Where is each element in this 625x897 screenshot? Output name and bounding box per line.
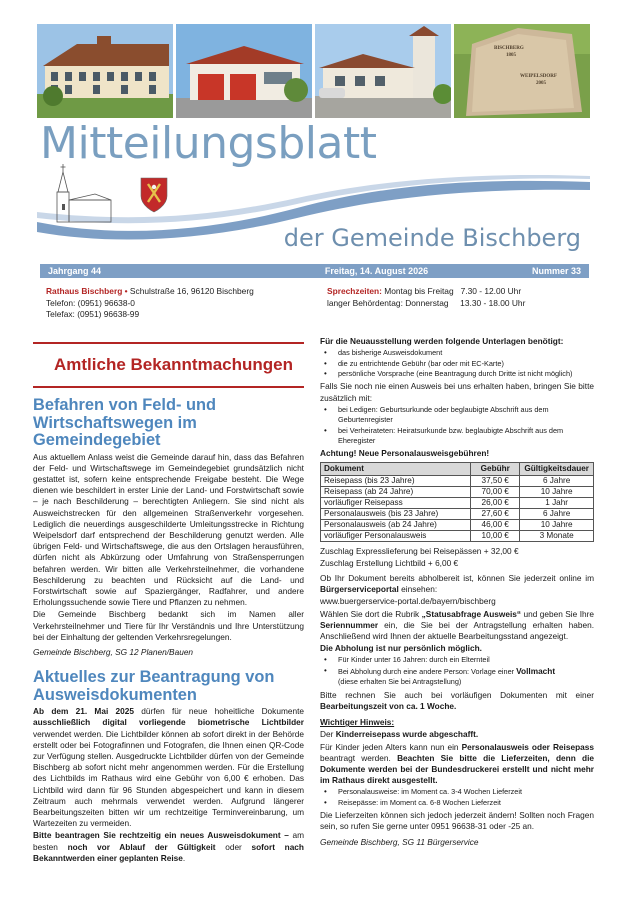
extra-docs-list: [320, 405, 594, 447]
table-row: Personalausweis (ab 24 Jahre) 46,00 € 10 Jahre: [321, 519, 594, 530]
article2-paragraph2: Bitte beantragen Sie rechtzeitig ein neues Ausweisdokument – am besten noch vor Ablauf der Gültigkeit oder sofort nach Bekanntwerden einer geplanten Reise.: [33, 830, 304, 863]
volume-label: Jahrgang 44: [48, 266, 102, 276]
article1-body: Aus aktuellem Anlass weist die Gemeinde darauf hin, dass das Befahren der Feld- und Wirtschaftswege im Gemeindegebiet grundsätzlich nicht gestattet ist, sofern keine entsprechende Freigabe besteht. Die Wege dienen wie beschildert in erster Linie der Land- und Forstwirtschaft sowie – je nach Beschilderung – berechtigten Anliegern. Sie sind nicht als Ausweichstrecken für den allgemeinen Straßenverkehr vorgesehen. Lediglich die neuerdings ausgeschilderte Umleitungsstrecke in Richtung Weipelsdorf darf entsprechend der Beschilderung genutzt werden. Alle übrigen Feld- und Wirtschaftswege, die aus den Ortslagen herausführen, dürfen nicht als Abkürzung oder Umfahrung von Straßensperrungen befahren werden. Wir bitten alle Verkehrsteilnehmer, die vorhandene Beschilderung zu beachten und Rücksicht auf die Land- und Forstwirtschaft sowie auf Spaziergänger, Radfahrer, und andere Erholungssuchende sowie Tiere und Pflanzen zu nehmen.: [33, 451, 304, 608]
phone-number: Telefon: (0951) 96638-0: [46, 297, 135, 308]
fax-number: Telefax: (0951) 96638-99: [46, 309, 140, 320]
masthead-subtitle: der Gemeinde Bischberg: [283, 224, 581, 252]
article1-title: Befahren von Feld- und Wirtschaftswegen im Gemeindegebiet: [33, 396, 217, 449]
building-photo: [315, 24, 451, 118]
list-item: • Bei Abholung durch eine andere Person: Vorlage einer Vollmacht (diese erhalten Sie bei Antragstellung): [320, 666, 594, 688]
stone-text-3: WEIPELSDORF: [520, 74, 557, 79]
fees-table: [320, 462, 594, 542]
table-row: vorläufiger Personalausweis 10,00 € 3 Monate: [321, 530, 594, 541]
article2-paragraph1: Ab dem 21. Mai 2025 dürfen für neue hoheitliche Dokumente ausschließlich digital vorliegende biometrische Lichtbilder verwendet werden. Die Lichtbilder können ab sofort direkt in der Behörde erstellt oder bei Fotografinnen und Fotografen, die Ihnen einen QR-Code zur Verfügung stellen. Ausgedruckte Lichtbilder dürfen von der Gemeinde Bischberg ab sofort nicht mehr angenommen werden. Für die Erstellung des Lichtbilds im Rathaus wird eine Gebühr von 6,00 € erhoben. Das Lichtbild wird dann für 96 Stunden abgespeichert und kann in diesem Zeitraum auch mehrmals verwendet werden. Aufgrund längerer Bearbeitungszeiten bitten wir um rechtzeitige Terminvereinbarung, um Wartezeiten zu vermeiden.: [33, 706, 304, 829]
stone-text-2: 1805: [506, 53, 516, 58]
hours-days-1: Montag bis Freitag: [384, 286, 454, 296]
section-heading: Amtliche Bekanntmachungen: [54, 355, 293, 375]
hours-label: Sprechzeiten:: [327, 286, 382, 296]
column-header: Gebühr: [471, 462, 520, 475]
masthead-title: Mitteilungsblatt: [40, 118, 377, 169]
stone-text-1: BISCHBERG: [494, 46, 524, 51]
right-column: [320, 336, 594, 850]
notice-text-1: Der Kinderreisepass wurde abgeschafft.: [320, 729, 479, 740]
list-item: • bei Ledigen: Geburtsurkunde oder beglaubigte Abschrift aus dem Geburtenregister: [320, 405, 594, 426]
list-item: • Reisepässe: im Moment ca. 6-8 Wochen Lieferzeit: [320, 798, 594, 808]
surcharge-express: Zuschlag Expresslieferung bei Reisepässen + 32,00 €: [320, 545, 519, 556]
closing-text: Die Lieferzeiten können sich jedoch jederzeit ändern! Sollten noch Fragen sein, so rufen Sie gerne unter 0951 96638-31 oder -25 an.: [320, 810, 594, 832]
list-item: • bei Verheirateten: Heiratsurkunde bzw. beglaubigte Abschrift aus dem Eheregister: [320, 426, 594, 447]
church-icon: [57, 164, 111, 222]
docs-list: [320, 348, 594, 379]
table-row: vorläufiger Reisepass 26,00 € 1 Jahr: [321, 497, 594, 508]
pickup-list: [320, 655, 594, 687]
list-item: • Personalausweise: im Moment ca. 3-4 Wochen Lieferzeit: [320, 787, 594, 797]
docs-text: Falls Sie noch nie einen Ausweis bei uns erhalten haben, bringen Sie bitte zusätzlich mit:: [320, 381, 594, 403]
article2-title: Aktuelles zur Beantragung von Ausweisdokumenten: [33, 668, 275, 704]
portal-url-link[interactable]: www.buergerservice-portal.de/bayern/bischberg: [320, 596, 496, 607]
hours-time-2: 13.30 - 18.00 Uhr: [460, 297, 526, 308]
issue-date: Freitag, 14. August 2026: [324, 266, 429, 276]
rathaus-photo: [37, 24, 173, 118]
coat-of-arms-icon: [141, 178, 167, 212]
list-item: • persönliche Vorsprache (eine Beantragung durch Dritte ist nicht möglich): [320, 369, 594, 379]
section-heading-box: [33, 342, 304, 388]
delivery-list: [320, 787, 594, 808]
fees-heading: Achtung! Neue Personalausweisgebühren!: [320, 448, 490, 459]
surcharge-photo: Zuschlag Erstellung Lichtbild + 6,00 €: [320, 557, 459, 568]
column-header: Dokument: [321, 462, 471, 475]
notice-text-2: Für Kinder jeden Alters kann nun ein Personalausweis oder Reisepass beantragt werden. Beachten Sie bitte die Lieferzeiten, denn die Dokumente werden bei der Bundesdruckerei erstellt und nicht mehr im Rathaus direkt ausgestellt.: [320, 741, 595, 786]
stone-monument-photo: [454, 24, 590, 118]
article1-body2: Die Gemeinde Bischberg bedankt sich im Namen aller Verkehrsteilnehmer und Tiere für Ihr Verständnis und Ihre Unterstützung bei der Einhaltung der geltenden Verkehrsregelungen.: [33, 609, 304, 642]
table-header-row: [321, 462, 594, 475]
table-row: Personalausweis (bis 23 Jahre) 27,60 € 6 Jahre: [321, 508, 594, 519]
list-item: • die zu entrichtende Gebühr (bar oder mit EC-Karte): [320, 359, 594, 369]
stone-text-4: 2005: [536, 81, 546, 86]
article1-signature: Gemeinde Bischberg, SG 12 Planen/Bauen: [33, 646, 194, 657]
hours-days-2: langer Behördentag: Donnerstag: [327, 297, 449, 308]
left-column: [33, 336, 304, 865]
list-item: • Für Kinder unter 16 Jahren: durch ein Elternteil: [320, 655, 594, 665]
portal-text: Ob Ihr Dokument bereits abholbereit ist, können Sie jederzeit online im Bürgerserviceportal einsehen:: [320, 573, 594, 595]
fire-station-photo: [176, 24, 312, 118]
hours-time-1: 7.30 - 12.00 Uhr: [460, 286, 522, 296]
status-text: Wählen Sie dort die Rubrik „Statusabfrage Ausweis“ und geben Sie Ihre Seriennummer ein, die Sie bei der Antragstellung erhalten haben. Anschließend wird Ihnen der aktuelle Bearbeitungsstand angezeigt.: [320, 608, 594, 642]
docs-heading: Für die Neuausstellung werden folgende Unterlagen benötigt:: [320, 336, 564, 346]
article2-signature: Gemeinde Bischberg, SG 11 Bürgerservice: [320, 836, 479, 847]
pickup-heading: Die Abholung ist nur persönlich möglich.: [320, 643, 482, 654]
info-bar: [40, 264, 589, 278]
header-photos: [37, 24, 590, 118]
table-row: Reisepass (ab 24 Jahre) 70,00 € 10 Jahre: [321, 486, 594, 497]
rathaus-address: Schulstraße 16, 96120 Bischberg: [129, 286, 254, 296]
column-header: Gültigkeitsdauer: [520, 462, 594, 475]
issue-number: Nummer 33: [531, 266, 581, 276]
list-item: • das bisherige Ausweisdokument: [320, 348, 594, 358]
table-row: Reisepass (bis 23 Jahre) 37,50 € 6 Jahre: [321, 475, 594, 486]
notice-heading: Wichtiger Hinweis:: [320, 717, 395, 728]
provisional-text: Bitte rechnen Sie auch bei vorläufigen Dokumenten mit einer Bearbeitungszeit von ca. 1 Woche.: [320, 689, 594, 711]
rathaus-label: Rathaus Bischberg •: [46, 286, 128, 296]
